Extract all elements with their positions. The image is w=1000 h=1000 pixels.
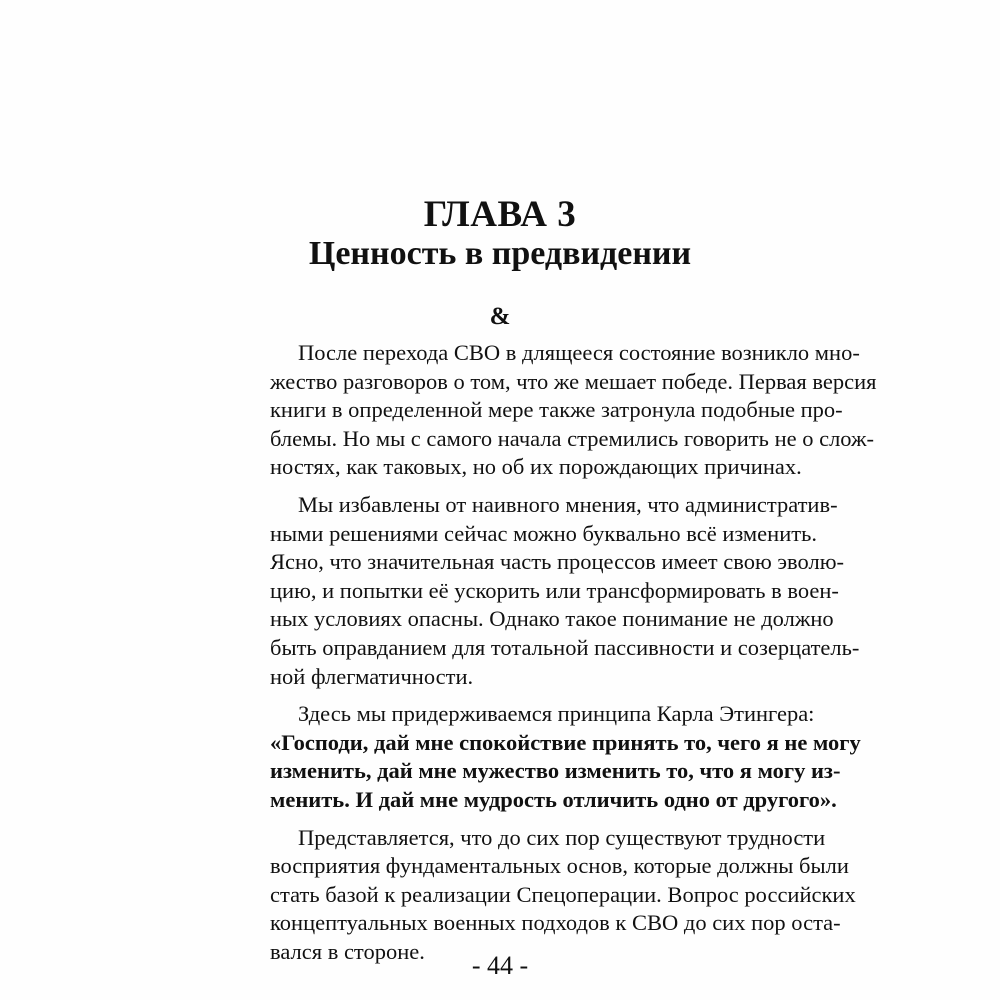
body-text xyxy=(242,339,877,975)
text-line: вался в стороне. xyxy=(270,938,425,964)
quote-intro: Здесь мы придерживаемся принципа Карла Этингера: xyxy=(298,701,815,727)
text-line: ностях, как таковых, но об их порождающих причинах. xyxy=(270,454,802,480)
quote-line: «Господи, дай мне спокойствие принять то, чего я не могу xyxy=(270,729,861,755)
text-line: Мы избавлены от наивного мнения, что административ- xyxy=(298,491,838,517)
text-line: быть оправданием для тотальной пассивности и созерцатель- xyxy=(270,634,860,660)
text-line: концептуальных военных подходов к СВО до сих пор оста- xyxy=(270,910,841,936)
text-line: книги в определенной мере также затронула подобные про- xyxy=(270,397,843,423)
quote-line: изменить, дай мне мужество изменить то, что я могу из- xyxy=(270,758,841,784)
text-line: Представляется, что до сих пор существуют трудности xyxy=(298,824,826,850)
text-line: ных условиях опасны. Однако такое понимание не должно xyxy=(270,606,834,632)
text-line: жество разговоров о том, что же мешает победе. Первая версия xyxy=(270,368,877,394)
paragraph-2 xyxy=(242,491,860,691)
text-line: Ясно, что значительная часть процессов имеет свою эволю- xyxy=(270,549,845,575)
ornament-ampersand: & xyxy=(489,303,511,330)
paragraph-4 xyxy=(242,824,856,967)
page-number: - 44 - xyxy=(471,951,529,980)
text-line: цию, и попытки её ускорить или трансформировать в воен- xyxy=(270,577,839,603)
text-line: восприятия фундаментальных основ, которые должны были xyxy=(270,853,849,879)
paragraph-3-quote xyxy=(242,700,861,814)
text-line: ной флегматичности. xyxy=(270,663,474,689)
text-line: ными решениями сейчас можно буквально всё изменить. xyxy=(270,520,817,546)
chapter-title: Ценность в предвидении xyxy=(308,235,692,272)
text-line: блемы. Но мы с самого начала стремились говорить не о слож- xyxy=(270,425,875,451)
chapter-number: ГЛАВА 3 xyxy=(423,194,577,235)
paragraph-1 xyxy=(242,339,877,482)
text-line: После перехода СВО в длящееся состояние возникло мно- xyxy=(298,340,860,365)
quote-line: менить. И дай мне мудрость отличить одно от другого». xyxy=(270,786,837,812)
text-line: стать базой к реализации Спецоперации. Вопрос российских xyxy=(270,881,856,907)
